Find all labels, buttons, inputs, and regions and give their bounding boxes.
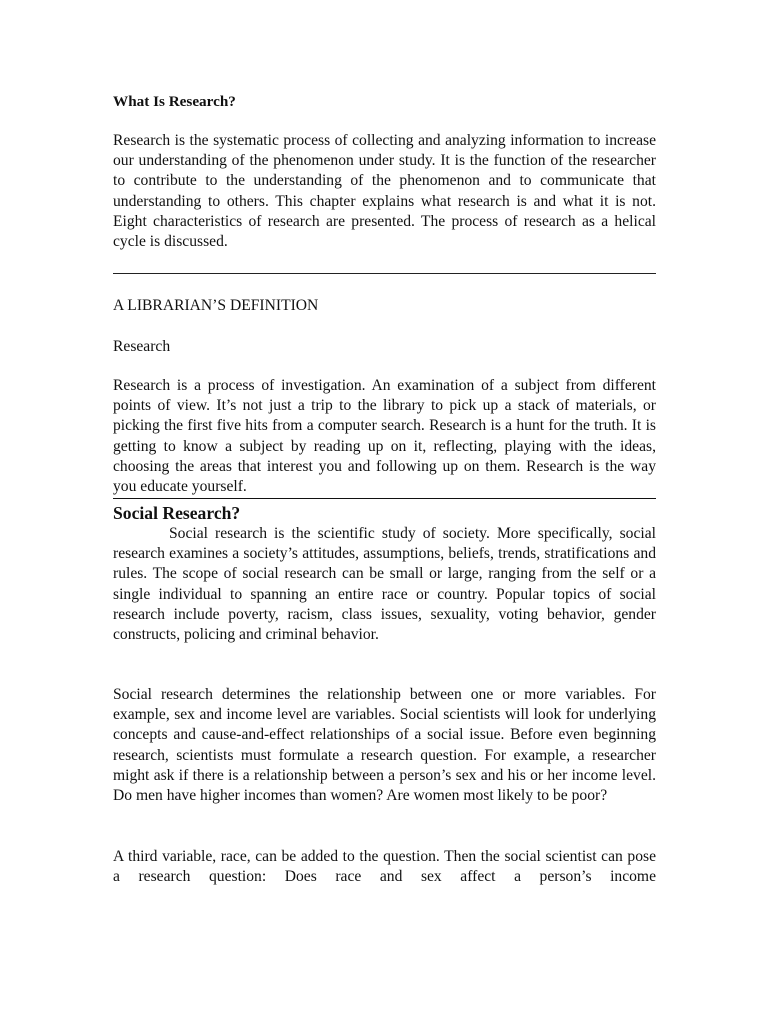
research-label: Research [113, 338, 171, 355]
section-divider-underline [113, 498, 656, 499]
social-research-paragraph-2: Social research determines the relationship between one or more variables. For example, sex and income level are variables. Social scientists will look for underlying concepts and cause-and-effect relationships of a social issue. Before even beginning research, scientists must formulate a research question. For example, a researcher might ask if there is a relationship between a person’s sex and his or her income level. Do men have higher incomes than women? Are women most likely to be poor? [113, 686, 656, 805]
page-title: What Is Research? [113, 93, 236, 110]
social-research-heading: Social Research? [113, 503, 241, 523]
social-research-paragraph-1: Social research is the scientific study of society. More specifically, social research examines a society’s attitudes, assumptions, beliefs, trends, stratifications and rules. The scope of social research can be small or large, ranging from the self or a single individual to spanning an entire race or country. Popular topics of social research include poverty, racism, class issues, sexuality, voting behavior, gender constructs, policing and criminal behavior. [113, 525, 656, 644]
librarian-definition-paragraph: Research is a process of investigation. An examination of a subject from different points of view. It’s not just a trip to the library to pick up a stack of materials, or picking the first five hits from a computer search. Research is a hunt for the truth. It is getting to know a subject by reading up on it, reflecting, playing with the ideas, choosing the areas that interest you and following up on them. Research is the way you educate yourself. [113, 377, 656, 496]
social-research-paragraph-3: A third variable, race, can be added to the question. Then the social scientist can pose a research question: Does race and sex affect a person’s income [113, 848, 656, 886]
section-divider [113, 273, 656, 274]
librarian-definition-heading: A LIBRARIAN’S DEFINITION [113, 297, 319, 314]
intro-paragraph: Research is the systematic process of collecting and analyzing information to increase our understanding of the phenomenon under study. It is the function of the researcher to contribute to the understanding of the phenomenon and to communicate that understanding to others. This chapter explains what research is and what it is not. Eight characteristics of research are presented. The process of research as a helical cycle is discussed. [113, 132, 656, 251]
